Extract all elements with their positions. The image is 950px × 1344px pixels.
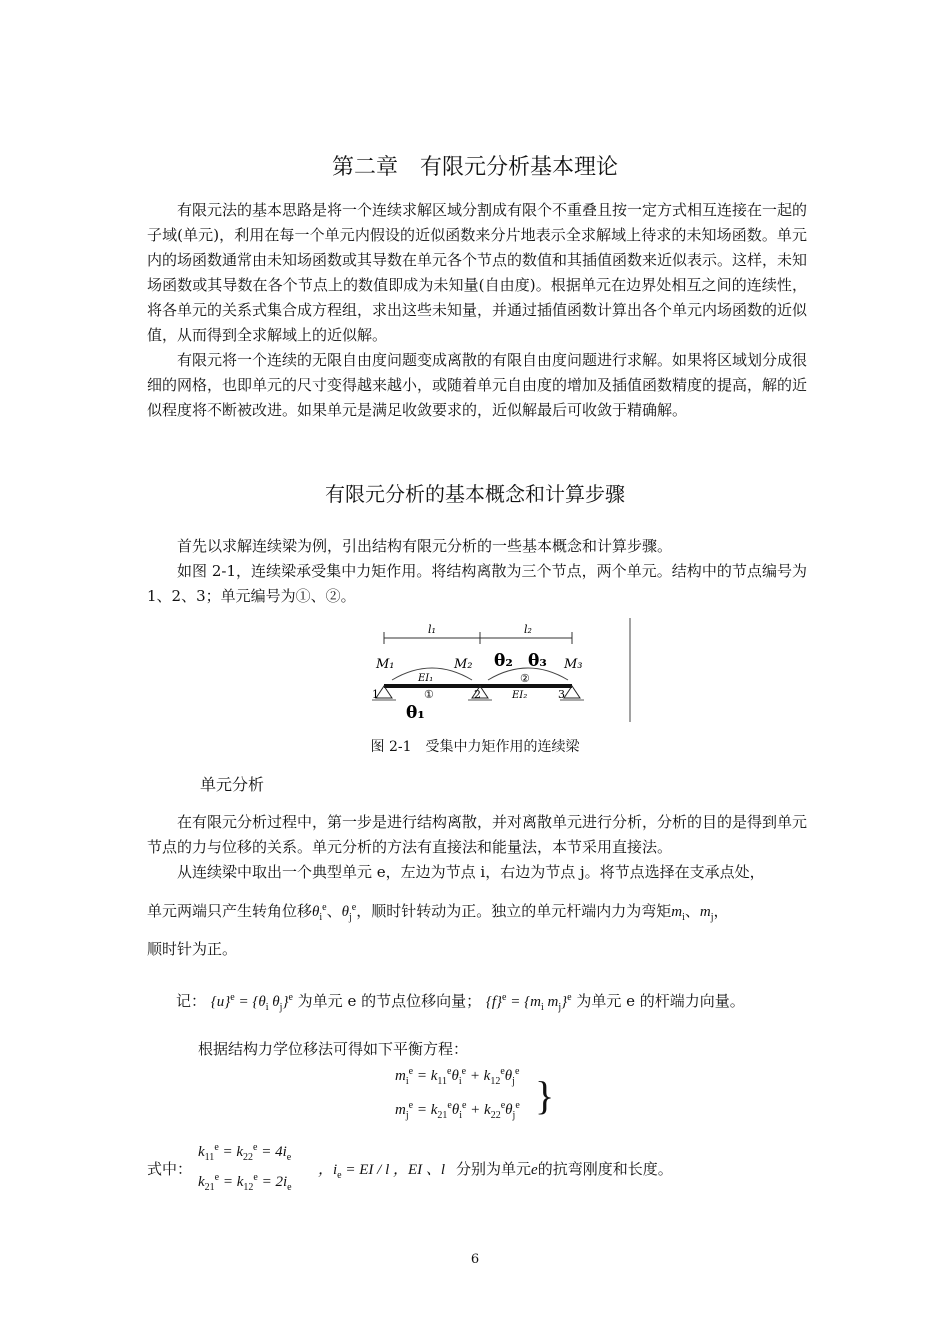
element-paragraph-2: 从连续梁中取出一个典型单元 e，左边为节点 i，右边为节点 j。将节点选择在支承点处， — [177, 863, 765, 881]
label-M2: M₂ — [454, 657, 473, 672]
node-label-1: 1 — [372, 688, 379, 701]
equilibrium-equation-1: $m_i^e = k_{11}^e\theta_i^e + k_{12}^e\theta_j^e$ — [395, 1066, 520, 1087]
where-text-b: 的抗弯刚度和长度。 — [537, 1160, 673, 1178]
notation-line: 记： $\{u\}^e = \{\theta_i$ $\theta_j\}^e$ 为单元 e 的节点位移向量； $\{f\}^e = \{m_i$ $m_j\}^e$ 为单元 e 的杆端力向量。 — [176, 992, 745, 1013]
page-number: 6 — [470, 1252, 480, 1267]
stiffness-equation-2: $k_{21}^e = k_{12}^e = 2i_e$ — [198, 1172, 292, 1193]
chapter-title: 第二章 有限元分析基本理论 — [331, 155, 618, 180]
equilibrium-equation-2: $m_j^e = k_{21}^e\theta_i^e + k_{22}^e\theta_j^e$ — [395, 1100, 520, 1121]
notation-displacement-text: 为单元 e 的节点位移向量； — [297, 992, 482, 1010]
figure-caption: 图 2-1 受集中力矩作用的连续梁 — [370, 739, 580, 755]
intro-paragraph-2: 有限元将一个连续的无限自由度问题变成离散的有限自由度问题进行求解。如果将区域划分成很细的网格，也即单元的尺寸变得越来越小，或随着单元自由度的增加及插值函数精度的提高，解的近似程度将不断被改进。如果单元是满足收敛要求的，近似解最后可收敛于精确解。 — [147, 351, 808, 419]
label-M3: M₃ — [564, 657, 583, 672]
stiffness-equation-1: $k_{11}^e = k_{22}^e = 4i_e$ — [198, 1142, 292, 1163]
section-paragraph-1: 首先以求解连续梁为例，引出结构有限元分析的一些基本概念和计算步骤。 — [177, 537, 673, 555]
label-EI2: EI₂ — [512, 690, 528, 701]
label-EI1: EI₁ — [418, 673, 434, 684]
continuous-beam-figure — [362, 618, 632, 722]
label-l1: l₁ — [428, 623, 436, 636]
label-theta3: θ₃ — [528, 651, 547, 671]
ie-definition: ，$i_e$ = EI / l ，EI 、l — [318, 1162, 446, 1181]
element-label-1: ① — [424, 688, 434, 701]
where-label: 式中： — [147, 1160, 193, 1178]
subsection-title: 单元分析 — [200, 775, 265, 794]
displacement-text-b: ，顺时针转动为正。独立的单元杆端内力为弯矩 — [356, 902, 672, 920]
node-label-3: 3 — [558, 688, 565, 701]
equation-intro: 根据结构力学位移法可得如下平衡方程： — [198, 1040, 469, 1058]
label-theta2: θ₂ — [494, 651, 513, 671]
node-label-2: 2 — [474, 688, 481, 701]
where-text-a: 分别为单元 — [456, 1160, 532, 1178]
intro-paragraph-1: 有限元法的基本思路是将一个连续求解区域分割成有限个不重叠且按一定方式相互连接在一起的子域(单元)，利用在每一个单元内假设的近似函数来分片地表示全求解域上待求的未知场函数。单元内的场函数通常由未知场函数或其导数在单元各个节点的数值和其插值函数来近似表示。这样，未知场函数或其导数在各个节点上的数值即成为未知量(自由度)。根据单元在边界处相互之间的连续性，将各单元的关系式集合成方程组，求出这些未知量，并通过插值函数计算出各个单元内场函数的近似值，从而得到全求解域上的近似解。 — [147, 201, 808, 344]
displacement-line: 单元两端只产生转角位移$\theta_i^e$、$\theta_j^e$，顺时针转动为正。独立的单元杆端内力为弯矩$m_i$、$m_j$， — [147, 902, 729, 923]
element-label-2: ② — [520, 672, 530, 685]
notation-force-text: 为单元 e 的杆端力向量。 — [576, 992, 745, 1010]
label-l2: l₂ — [524, 623, 532, 636]
displacement-text-a: 单元两端只产生转角位移 — [147, 902, 313, 920]
section-paragraph-2: 如图 2-1，连续梁承受集中力矩作用。将结构离散为三个节点，两个单元。结构中的节点编号为 1、2、3；单元编号为①、②。 — [147, 562, 807, 605]
clockwise-line: 顺时针为正。 — [147, 940, 238, 958]
notation-label: 记： — [176, 992, 207, 1010]
section-title: 有限元分析的基本概念和计算步骤 — [325, 482, 625, 506]
label-theta1: θ₁ — [406, 703, 425, 722]
where-text-line: 分别为单元e的抗弯刚度和长度。 — [456, 1160, 673, 1178]
element-paragraph-1: 在有限元分析过程中，第一步是进行结构离散，并对离散单元进行分析，分析的目的是得到单元节点的力与位移的关系。单元分析的方法有直接法和能量法，本节采用直接法。 — [147, 813, 808, 856]
equation-brace: } — [535, 1073, 555, 1118]
label-M1: M₁ — [376, 657, 395, 672]
